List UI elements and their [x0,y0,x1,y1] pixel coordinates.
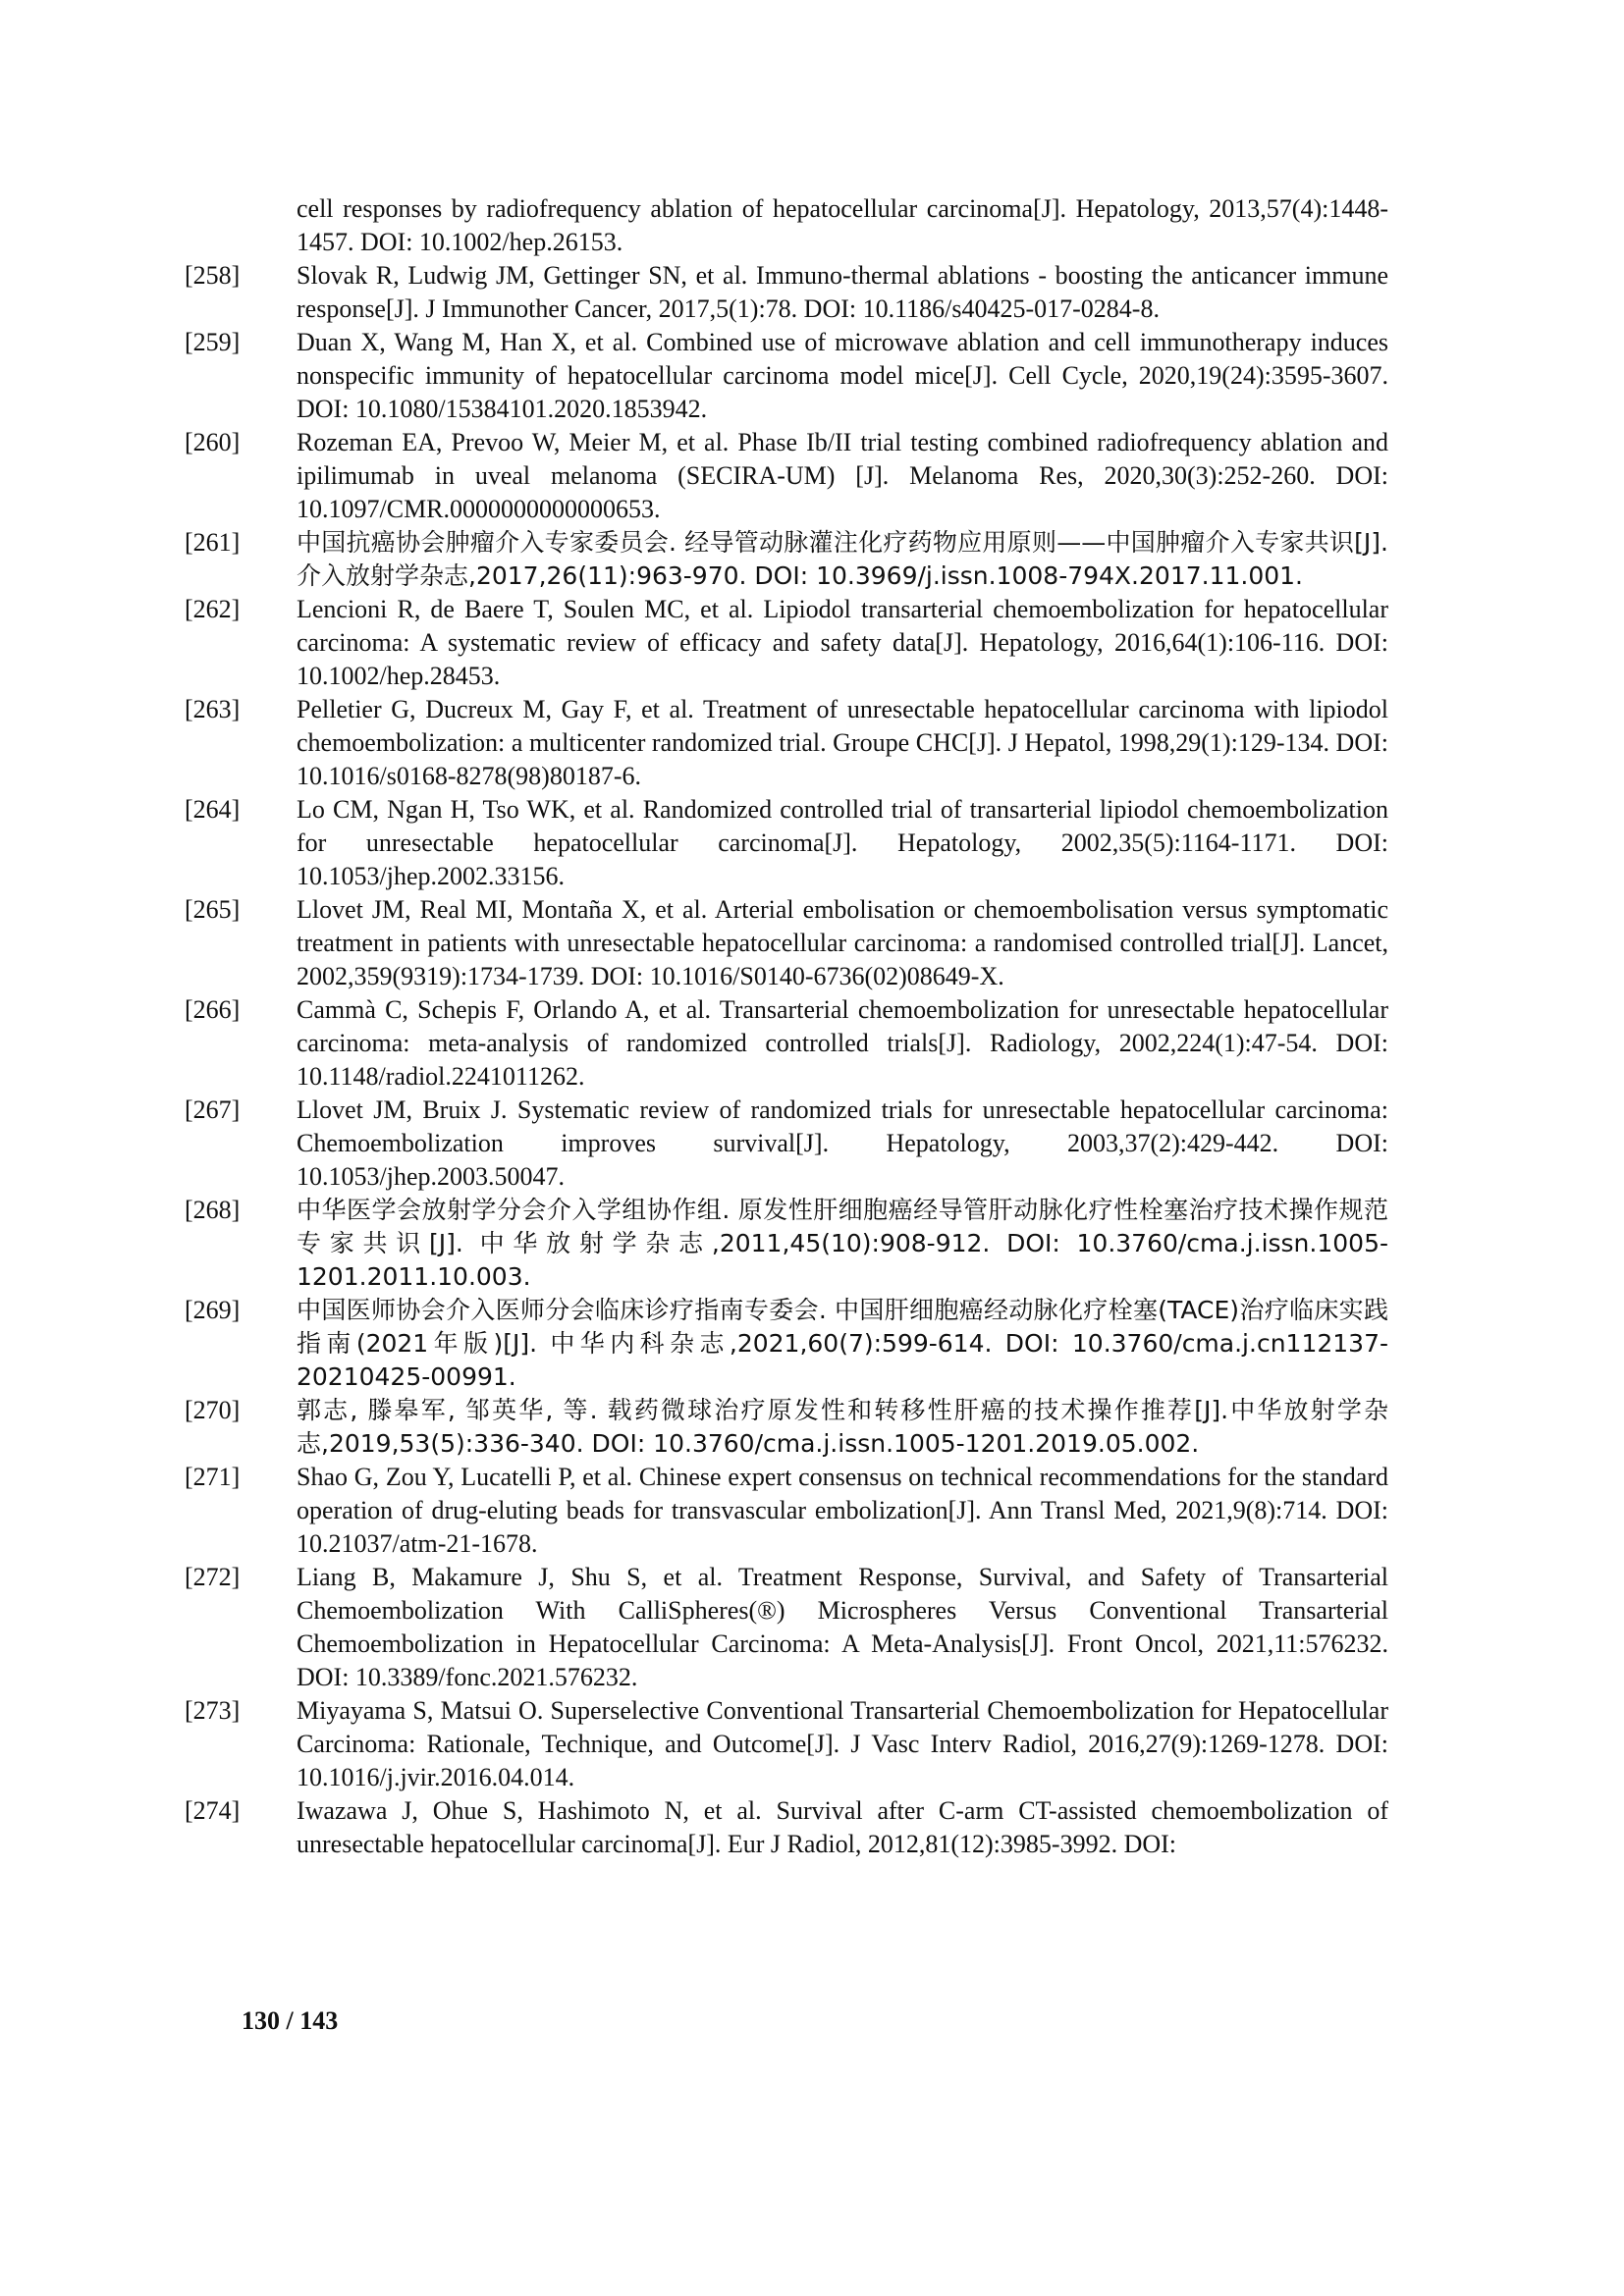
reference-text: Liang B, Makamure J, Shu S, et al. Treatment Response, Survival, and Safety of Transarterial Chemoembolization With CalliSpheres(®) Microspheres Versus Conventional Transarterial Chemoembolization in Hepatocellular Carcinoma: A Meta-Analysis[J]. Front Oncol, 2021,11:576232. DOI: 10.3389/fonc.2021.576232. [297,1563,1388,1691]
reference-number: [268] [185,1196,241,1224]
reference-item [185,793,1388,893]
reference-text: 郭志, 滕皋军, 邹英华, 等. 载药微球治疗原发性和转移性肝癌的技术操作推荐[J].中华放射学杂志,2019,53(5):336-340. DOI: 10.3760/cma.j.issn.1005-1201.2019.05.002. [297,1396,1388,1458]
reference-item [185,1794,1388,1861]
reference-item [185,1194,1388,1294]
reference-item [185,893,1388,993]
reference-item [185,1561,1388,1694]
reference-text: Iwazawa J, Ohue S, Hashimoto N, et al. Survival after C-arm CT-assisted chemoembolization of unresectable hepatocellular carcinoma[J]. Eur J Radiol, 2012,81(12):3985-3992. DOI: [297,1796,1388,1858]
references-container [185,259,1388,1861]
reference-text: Llovet JM, Bruix J. Systematic review of randomized trials for unresectable hepatocellular carcinoma: Chemoembolization improves survival[J]. Hepatology, 2003,37(2):429-442. DOI: 10.1053/jhep.2003.50047. [297,1095,1388,1191]
reference-item [185,993,1388,1094]
reference-number: [258] [185,261,241,290]
reference-item [185,1294,1388,1394]
reference-text: 中华医学会放射学分会介入学组协作组. 原发性肝细胞癌经导管肝动脉化疗性栓塞治疗技术操作规范专家共识[J]. 中华放射学杂志,2011,45(10):908-912. DOI: 10.3760/cma.j.issn.1005-1201.2011.10.003. [297,1196,1388,1291]
reference-text: Pelletier G, Ducreux M, Gay F, et al. Treatment of unresectable hepatocellular carcinoma with lipiodol chemoembolization: a multicenter randomized trial. Groupe CHC[J]. J Hepatol, 1998,29(1):129-134. DOI: 10.1016/s0168-8278(98)80187-6. [297,695,1388,790]
reference-number: [263] [185,695,241,723]
reference-list [185,192,1388,1861]
reference-item [185,426,1388,526]
reference-continuation-text: cell responses by radiofrequency ablation of hepatocellular carcinoma[J]. Hepatology, 2013,57(4):1448-1457. DOI: 10.1002/hep.26153. [297,194,1388,256]
reference-number: [269] [185,1296,241,1324]
reference-number: [264] [185,795,241,824]
reference-number: [267] [185,1095,241,1124]
reference-text: Shao G, Zou Y, Lucatelli P, et al. Chinese expert consensus on technical recommendations for the standard operation of drug-eluting beads for transvascular embolization[J]. Ann Transl Med, 2021,9(8):714. DOI: 10.21037/atm-21-1678. [297,1463,1388,1558]
reference-text: 中国抗癌协会肿瘤介入专家委员会. 经导管动脉灌注化疗药物应用原则——中国肿瘤介入专家共识[J]. 介入放射学杂志,2017,26(11):963-970. DOI: 10.3969/j.issn.1008-794X.2017.11.001. [297,528,1388,590]
reference-text: 中国医师协会介入医师分会临床诊疗指南专委会. 中国肝细胞癌经动脉化疗栓塞(TACE)治疗临床实践指南(2021年版)[J]. 中华内科杂志,2021,60(7):599-614. DOI: 10.3760/cma.j.cn112137-20210425-00991. [297,1296,1388,1391]
reference-number: [259] [185,328,241,356]
reference-text: Rozeman EA, Prevoo W, Meier M, et al. Phase Ib/II trial testing combined radiofrequency ablation and ipilimumab in uveal melanoma (SECIRA-UM) [J]. Melanoma Res, 2020,30(3):252-260. DOI: 10.1097/CMR.0000000000000653. [297,428,1388,523]
reference-item [185,593,1388,693]
reference-item [185,526,1388,593]
reference-text: Llovet JM, Real MI, Montaña X, et al. Arterial embolisation or chemoembolisation versus symptomatic treatment in patients with unresectable hepatocellular carcinoma: a randomised controlled trial[J]. Lancet, 2002,359(9319):1734-1739. DOI: 10.1016/S0140-6736(02)08649-X. [297,895,1388,990]
reference-item [185,1394,1388,1461]
reference-number: [261] [185,528,241,557]
reference-continuation [185,192,1388,259]
reference-item [185,259,1388,326]
reference-text: Lencioni R, de Baere T, Soulen MC, et al. Lipiodol transarterial chemoembolization for hepatocellular carcinoma: A systematic review of efficacy and safety data[J]. Hepatology, 2016,64(1):106-116. DOI: 10.1002/hep.28453. [297,595,1388,690]
reference-text: Slovak R, Ludwig JM, Gettinger SN, et al. Immuno-thermal ablations - boosting the anticancer immune response[J]. J Immunother Cancer, 2017,5(1):78. DOI: 10.1186/s40425-017-0284-8. [297,261,1388,323]
reference-number: [273] [185,1696,241,1725]
reference-number: [271] [185,1463,241,1491]
reference-item [185,1461,1388,1561]
page-number: 130 / 143 [242,2006,339,2035]
reference-item [185,1694,1388,1794]
reference-text: Lo CM, Ngan H, Tso WK, et al. Randomized controlled trial of transarterial lipiodol chemoembolization for unresectable hepatocellular carcinoma[J]. Hepatology, 2002,35(5):1164-1171. DOI: 10.1053/jhep.2002.33156. [297,795,1388,890]
reference-number: [265] [185,895,241,924]
reference-item [185,693,1388,793]
reference-number: [266] [185,995,241,1024]
reference-number: [272] [185,1563,241,1591]
reference-number: [260] [185,428,241,456]
reference-number: [262] [185,595,241,623]
reference-item [185,326,1388,426]
reference-text: Cammà C, Schepis F, Orlando A, et al. Transarterial chemoembolization for unresectable hepatocellular carcinoma: meta-analysis of randomized controlled trials[J]. Radiology, 2002,224(1):47-54. DOI: 10.1148/radiol.2241011262. [297,995,1388,1091]
reference-text: Duan X, Wang M, Han X, et al. Combined use of microwave ablation and cell immunotherapy induces nonspecific immunity of hepatocellular carcinoma model mice[J]. Cell Cycle, 2020,19(24):3595-3607. DOI: 10.1080/15384101.2020.1853942. [297,328,1388,423]
reference-item [185,1094,1388,1194]
reference-text: Miyayama S, Matsui O. Superselective Conventional Transarterial Chemoembolization for Hepatocellular Carcinoma: Rationale, Technique, and Outcome[J]. J Vasc Interv Radiol, 2016,27(9):1269-1278. DOI: 10.1016/j.jvir.2016.04.014. [297,1696,1388,1791]
reference-number: [270] [185,1396,241,1424]
reference-number: [274] [185,1796,241,1825]
